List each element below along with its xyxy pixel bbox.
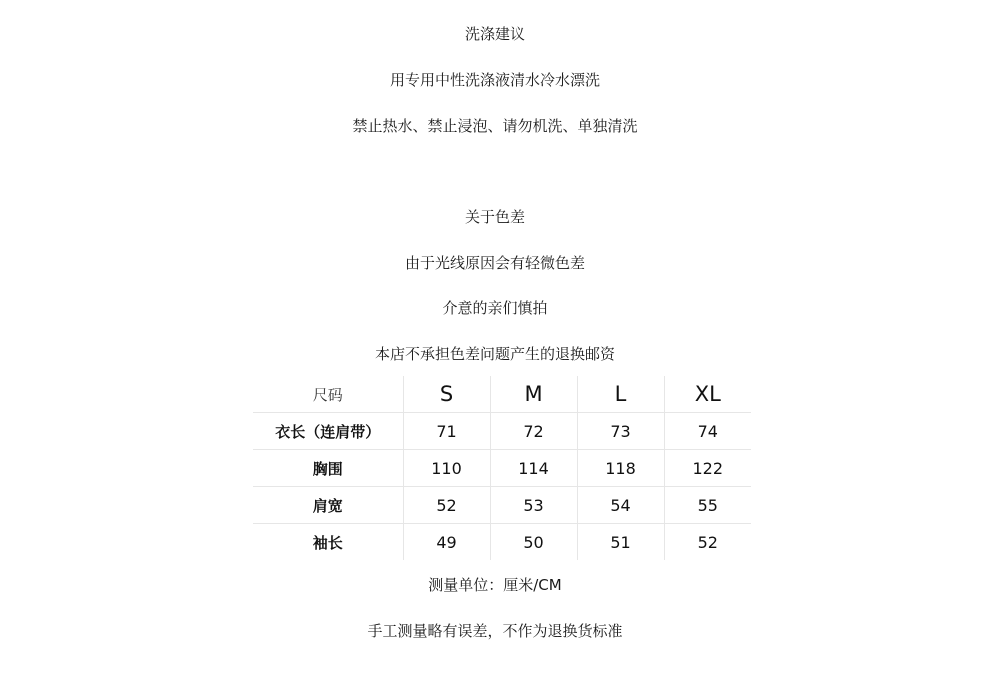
measurement-unit: 测量单位：厘米/CM (428, 576, 562, 594)
table-cell: 50 (490, 524, 577, 561)
table-cell: 55 (664, 487, 751, 524)
table-row (253, 450, 751, 487)
size-header-s: S (403, 376, 490, 413)
table-row (253, 524, 751, 561)
size-header-label: 尺码 (253, 376, 403, 413)
color-notice-line-2: 介意的亲们慎拍 (442, 299, 548, 317)
table-cell: 51 (577, 524, 664, 561)
size-header-m: M (490, 376, 577, 413)
size-header-xl: XL (664, 376, 751, 413)
table-row (253, 413, 751, 450)
table-cell: 49 (403, 524, 490, 561)
table-cell: 122 (664, 450, 751, 487)
table-cell: 73 (577, 413, 664, 450)
table-cell: 71 (403, 413, 490, 450)
color-notice-line-1: 由于光线原因会有轻微色差 (404, 254, 585, 272)
size-header-row (253, 376, 751, 413)
table-cell: 114 (490, 450, 577, 487)
table-cell: 52 (697, 532, 718, 552)
row-label-shoulder: 肩宽 (253, 487, 403, 524)
size-header-l: L (577, 376, 664, 413)
row-label-length: 衣长（连肩带） (253, 413, 403, 450)
table-cell: 110 (403, 450, 490, 487)
care-instruction-2: 禁止热水、禁止浸泡、请勿机洗、单独清洗 (352, 117, 638, 135)
size-table (253, 376, 751, 560)
table-cell: 52 (403, 487, 490, 524)
table-cell: 72 (490, 413, 577, 450)
color-notice-line-3: 本店不承担色差问题产生的退换邮资 (374, 345, 615, 363)
table-cell: 53 (490, 487, 577, 524)
measurement-disclaimer: 手工测量略有误差，不作为退换货标准 (367, 622, 623, 640)
care-title: 洗涤建议 (464, 25, 525, 43)
row-label-sleeve: 袖长 (253, 524, 403, 561)
table-row (253, 487, 751, 524)
care-instruction-1: 用专用中性洗涤液清水冷水漂洗 (389, 71, 600, 89)
table-cell: 74 (664, 413, 751, 450)
table-cell: 118 (577, 450, 664, 487)
row-label-chest: 胸围 (253, 450, 403, 487)
table-cell: 54 (577, 487, 664, 524)
color-notice-title: 关于色差 (464, 208, 525, 226)
